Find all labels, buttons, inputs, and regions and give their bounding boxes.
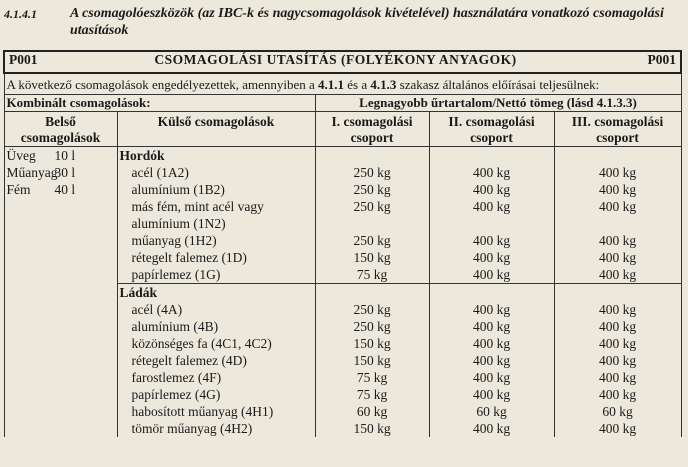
max-mass-value: 60 kg	[602, 404, 633, 419]
max-mass-value: 400 kg	[598, 421, 637, 436]
column-header-row	[4, 112, 681, 147]
max-mass-value: 400 kg	[472, 336, 511, 351]
outer-packaging-item: papírlemez (4G)	[131, 387, 221, 402]
max-mass-value: 150 kg	[353, 421, 391, 436]
max-mass-value: 400 kg	[472, 302, 511, 317]
outer-packaging-item: habosított műanyag (4H1)	[131, 404, 274, 419]
max-mass-value: 400 kg	[598, 387, 637, 402]
max-mass-value: 400 kg	[472, 370, 511, 385]
col-header-inner: Belső csomagolások	[4, 112, 117, 147]
inner-packaging-amount: 30 l	[54, 165, 76, 180]
outer-packaging-item: tömör műanyag (4H2)	[131, 421, 253, 436]
group1-values-cell	[315, 147, 429, 438]
inner-packaging-name: Műanyag	[6, 165, 58, 180]
max-mass-value: 250 kg	[353, 302, 391, 317]
max-mass-value: 400 kg	[472, 319, 511, 334]
outer-packaging-item: műanyag (1H2)	[131, 233, 217, 248]
max-mass-value: 250 kg	[353, 199, 391, 214]
inner-packaging-amount: 10 l	[54, 148, 76, 163]
max-mass-value: 400 kg	[598, 353, 637, 368]
max-mass-value: 400 kg	[472, 387, 511, 402]
combined-packagings-label: Kombinált csomagolások:	[4, 95, 315, 112]
max-mass-value: 400 kg	[598, 319, 637, 334]
outer-packaging-item: alumínium (4B)	[131, 319, 219, 334]
group3-values-cell	[554, 147, 681, 438]
instruction-condition: A következő csomagolások engedélyezettek, amennyiben a 4.1.1 és a 4.1.3 szakasz általános előírásai teljesülnek:	[4, 73, 681, 95]
outer-group-heading: Hordók	[119, 148, 165, 163]
col-header-group3: III. csomagolási csoport	[554, 112, 681, 147]
max-mass-value: 250 kg	[353, 165, 391, 180]
max-mass-value	[430, 215, 554, 232]
instruction-title: CSOMAGOLÁSI UTASÍTÁS (FOLYÉKONY ANYAGOK)	[117, 51, 554, 73]
outer-packaging-item: más fém, mint acél vagy	[131, 199, 264, 214]
outer-packaging-item: alumínium (1B2)	[131, 182, 225, 197]
group-spacer	[555, 283, 681, 301]
max-mass-value: 400 kg	[598, 267, 637, 282]
outer-packaging-item: acél (1A2)	[131, 165, 189, 180]
max-mass-value: 250 kg	[353, 233, 391, 248]
max-mass-value: 60 kg	[356, 404, 388, 419]
max-mass-value: 400 kg	[472, 267, 511, 282]
col-header-group2: II. csomagolási csoport	[429, 112, 554, 147]
max-mass-value: 400 kg	[598, 250, 637, 265]
max-mass-value: 400 kg	[598, 336, 637, 351]
outer-packaging-item: papírlemez (1G)	[131, 267, 221, 282]
max-mass-value: 150 kg	[353, 336, 391, 351]
packing-instruction-table	[3, 50, 682, 437]
section-title: A csomagolóeszközök (az IBC-k és nagycsomagolások kivételével) használatára vonatkozó csomagolási utasítások	[70, 6, 664, 38]
group-spacer	[430, 147, 554, 164]
max-mass-value: 400 kg	[472, 421, 511, 436]
col-header-group1: I. csomagolási csoport	[315, 112, 429, 147]
inner-packaging-name: Üveg	[6, 148, 36, 163]
group2-values-cell	[429, 147, 554, 438]
inner-packaging-item	[5, 181, 117, 198]
group-spacer	[555, 147, 681, 164]
subheader-row	[4, 95, 681, 112]
outer-group-heading: Ládák	[118, 283, 315, 301]
max-mass-value: 75 kg	[356, 387, 388, 402]
section-number: 4.1.4.1	[4, 7, 37, 21]
outer-packaging-item: alumínium (1N2)	[131, 216, 226, 231]
max-mass-value: 400 kg	[472, 182, 511, 197]
max-mass-value: 400 kg	[598, 182, 637, 197]
outer-packaging-item: rétegelt falemez (1D)	[131, 250, 247, 265]
outer-packagings-cell	[117, 147, 315, 438]
inner-packagings-cell	[4, 147, 117, 438]
max-mass-value: 400 kg	[472, 353, 511, 368]
max-mass-value: 60 kg	[476, 404, 507, 419]
inner-packaging-amount: 40 l	[54, 182, 76, 197]
group-spacer	[430, 283, 554, 301]
max-mass-value: 400 kg	[598, 370, 637, 385]
group-spacer	[316, 283, 429, 301]
outer-packaging-item: farostlemez (4F)	[131, 370, 222, 385]
max-mass-value	[555, 215, 681, 232]
max-capacity-label: Legnagyobb űrtartalom/Nettó tömeg (lásd 4.1.3.3)	[315, 95, 681, 112]
max-mass-value: 75 kg	[356, 267, 388, 282]
inner-packaging-name: Fém	[6, 182, 31, 197]
max-mass-value: 400 kg	[472, 250, 511, 265]
inner-packaging-item	[5, 147, 117, 164]
outer-packaging-item: acél (4A)	[131, 302, 183, 317]
max-mass-value: 400 kg	[598, 165, 637, 180]
max-mass-value: 400 kg	[598, 199, 637, 214]
group-spacer	[316, 147, 429, 164]
max-mass-value	[316, 215, 429, 232]
max-mass-value: 400 kg	[472, 165, 511, 180]
max-mass-value: 75 kg	[356, 370, 388, 385]
outer-packaging-item: rétegelt falemez (4D)	[131, 353, 247, 368]
body-row	[4, 147, 681, 438]
instruction-header-row	[4, 51, 681, 73]
max-mass-value: 250 kg	[353, 319, 391, 334]
max-mass-value: 150 kg	[353, 353, 391, 368]
max-mass-value: 400 kg	[472, 233, 511, 248]
max-mass-value: 400 kg	[598, 233, 637, 248]
inner-packaging-item	[5, 164, 117, 181]
max-mass-value: 150 kg	[353, 250, 391, 265]
max-mass-value: 250 kg	[353, 182, 391, 197]
max-mass-value: 400 kg	[472, 199, 511, 214]
instruction-code-left: P001	[4, 51, 117, 73]
instruction-code-right: P001	[554, 51, 681, 73]
col-header-outer: Külső csomagolások	[117, 112, 315, 147]
max-mass-value: 400 kg	[598, 302, 637, 317]
outer-packaging-item: közönséges fa (4C1, 4C2)	[131, 336, 272, 351]
